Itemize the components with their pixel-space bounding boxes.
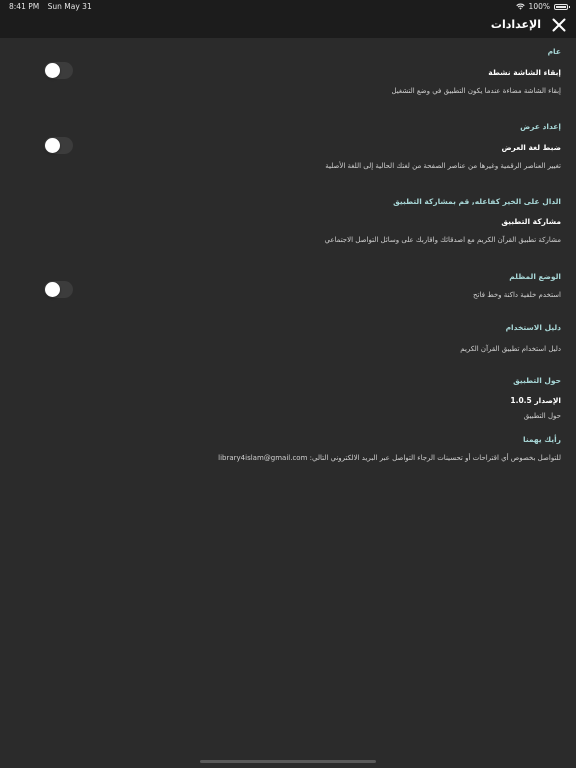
section-header-feedback: رأيك يهمنا — [523, 435, 561, 444]
keep-screen-on-title: إبقاء الشاشة نشطة — [488, 68, 561, 77]
toggle-knob — [45, 282, 60, 297]
status-time-date — [9, 2, 92, 11]
section-header-display: إعداد عرض — [520, 122, 561, 131]
section-header-guide[interactable]: دليل الاستخدام — [505, 323, 561, 332]
wifi-icon — [516, 3, 525, 10]
status-bar — [0, 0, 576, 14]
share-app-description: مشاركة تطبيق القرآن الكريم مع اصدقائك واقاربك على وسائل التواصل الاجتماعي — [324, 236, 561, 244]
feedback-email-text[interactable]: للتواصل بخصوص أي اقتراحات أو تحسينات الرجاء التواصل عبر البريد الالكتروني التالي: library4islam@gmail.com — [218, 454, 561, 462]
about-description: حول التطبيق — [523, 412, 561, 420]
battery-level — [556, 6, 566, 8]
section-header-share: الدال على الخير كفاعله, قم بمشاركة التطبيق — [393, 197, 561, 206]
display-language-title: ضبط لغة العرض — [501, 143, 561, 152]
toggle-knob — [45, 138, 60, 153]
guide-description: دليل استخدام تطبيق القرآن الكريم — [460, 345, 561, 353]
home-indicator[interactable] — [200, 760, 376, 763]
status-date: Sun May 31 — [47, 2, 92, 11]
toggle-knob — [45, 63, 60, 78]
close-icon[interactable] — [551, 17, 567, 33]
dark-mode-description: استخدم خلفية داكنة وخط فاتح — [473, 291, 561, 299]
display-language-toggle[interactable] — [44, 137, 73, 154]
section-header-dark-mode: الوضع المظلم — [509, 272, 561, 281]
dark-mode-toggle[interactable] — [44, 281, 73, 298]
status-time: 8:41 PM — [9, 2, 40, 11]
keep-screen-on-toggle[interactable] — [44, 62, 73, 79]
display-language-description: تغيير العناصر الرقمية وغيرها من عناصر الصفحة من لغتك الحالية إلى اللغة الأصلية — [325, 162, 561, 170]
page-title: الإعدادات — [490, 18, 541, 31]
navigation-bar — [0, 14, 576, 38]
section-header-general: عام — [547, 47, 561, 56]
keep-screen-on-description: إبقاء الشاشة مضاءة عندما يكون التطبيق في وضع التشغيل — [391, 87, 561, 95]
status-indicators — [516, 2, 568, 11]
battery-percent: 100% — [528, 2, 550, 11]
battery-icon — [554, 4, 568, 10]
share-app-button[interactable]: مشاركة التطبيق — [501, 217, 561, 226]
section-header-about[interactable]: حول التطبيق — [513, 376, 561, 385]
app-version: الإصدار 1.0.5 — [510, 396, 561, 405]
